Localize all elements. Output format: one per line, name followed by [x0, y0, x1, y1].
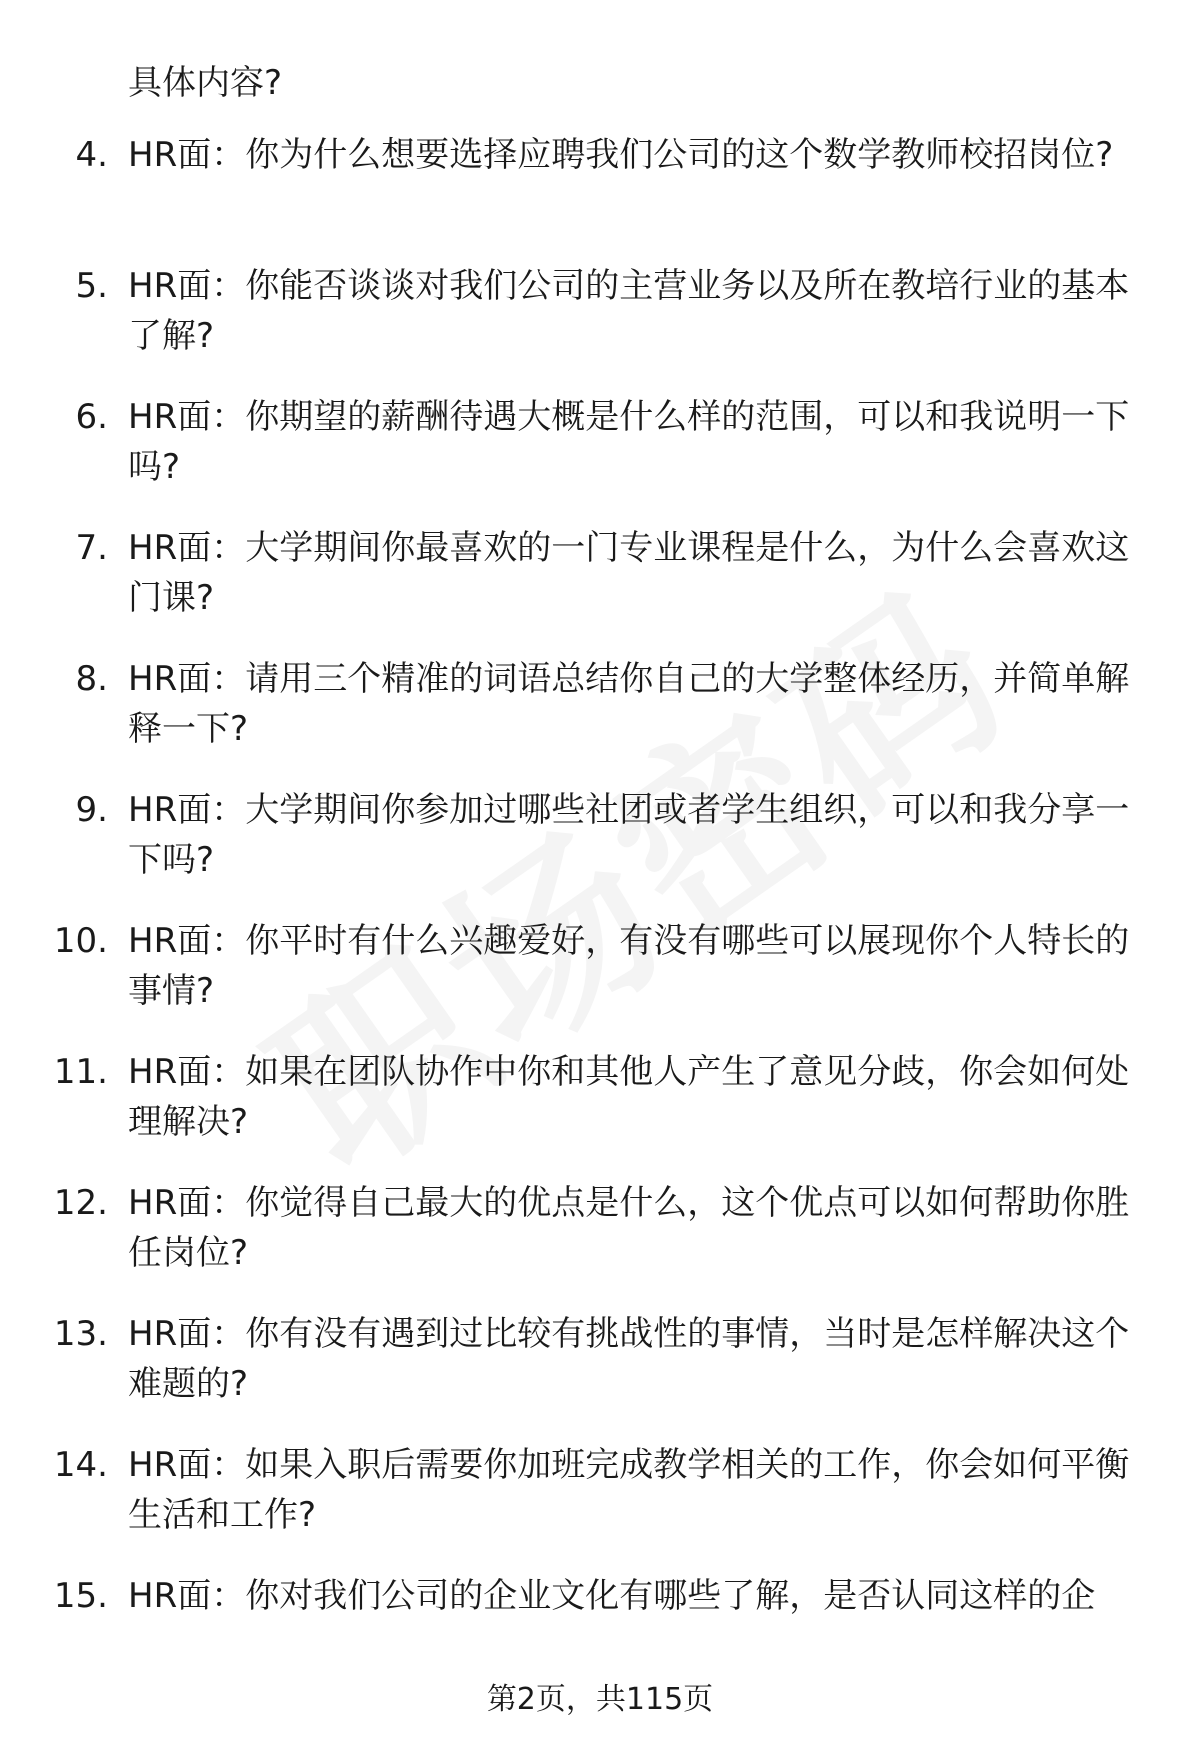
question-number: 14.	[53, 1445, 108, 1485]
question-number: 12.	[53, 1183, 108, 1223]
question-text: HR面：你觉得自己最大的优点是什么，这个优点可以如何帮助你胜任岗位?	[128, 1183, 1130, 1273]
question-text: HR面：大学期间你最喜欢的一门专业课程是什么，为什么会喜欢这门课?	[128, 528, 1130, 618]
question-number: 4.	[75, 135, 108, 175]
question-text: HR面：你对我们公司的企业文化有哪些了解，是否认同这样的企	[128, 1576, 1096, 1616]
question-text: HR面：你平时有什么兴趣爱好，有没有哪些可以展现你个人特长的事情?	[128, 921, 1130, 1011]
question-number: 7.	[75, 528, 108, 568]
question-text: HR面：你能否谈谈对我们公司的主营业务以及所在教培行业的基本了解?	[128, 266, 1130, 356]
question-text: HR面：大学期间你参加过哪些社团或者学生组织，可以和我分享一下吗?	[128, 790, 1130, 880]
question-number: 10.	[53, 921, 108, 961]
question-number: 13.	[53, 1314, 108, 1354]
question-text: HR面：如果在团队协作中你和其他人产生了意见分歧，你会如何处理解决?	[128, 1052, 1130, 1142]
question-number: 9.	[75, 790, 108, 830]
page-footer: 第2页，共115页	[486, 1682, 714, 1717]
question-number: 15.	[53, 1576, 108, 1616]
continued-text: 具体内容?	[128, 63, 283, 103]
question-number: 8.	[75, 659, 108, 699]
question-text: HR面：请用三个精准的词语总结你自己的大学整体经历，并简单解释一下?	[128, 659, 1130, 749]
question-text: HR面：你期望的薪酬待遇大概是什么样的范围，可以和我说明一下吗?	[128, 397, 1130, 487]
question-number: 5.	[75, 266, 108, 306]
question-text: HR面：你为什么想要选择应聘我们公司的这个数学教师校招岗位?	[128, 135, 1114, 175]
question-text: HR面：你有没有遇到过比较有挑战性的事情，当时是怎样解决这个难题的?	[128, 1314, 1130, 1404]
question-number: 6.	[75, 397, 108, 437]
question-text: HR面：如果入职后需要你加班完成教学相关的工作，你会如何平衡生活和工作?	[128, 1445, 1130, 1535]
question-number: 11.	[53, 1052, 108, 1092]
